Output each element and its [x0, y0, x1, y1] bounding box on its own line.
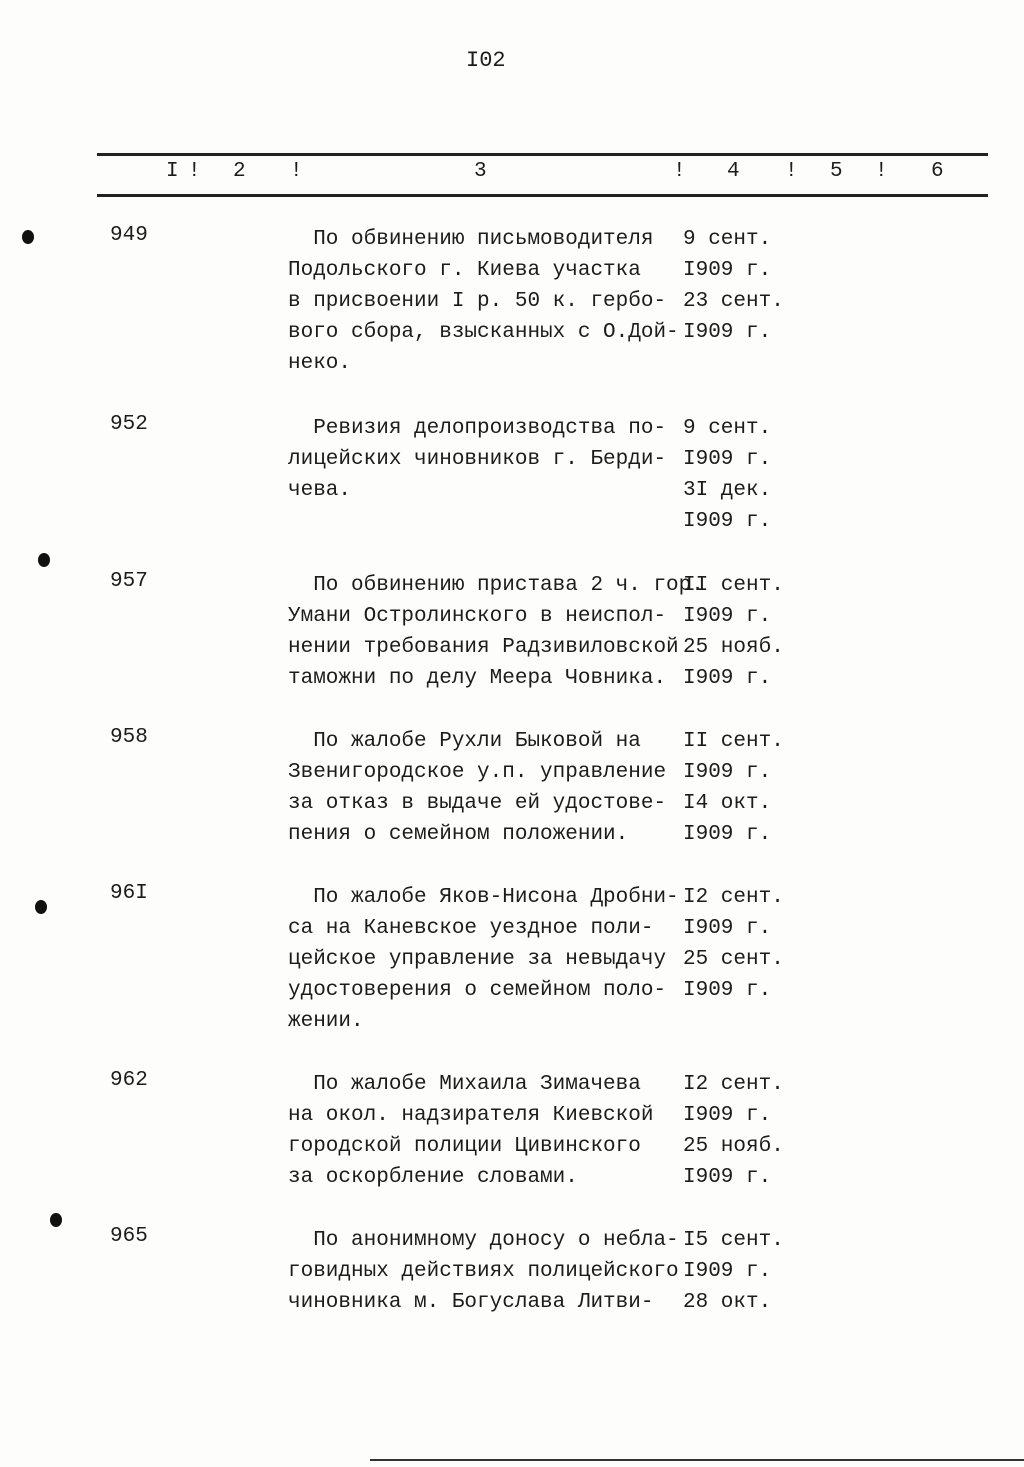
column-number: 6: [931, 160, 944, 183]
description-line: чева.: [288, 479, 352, 502]
date-line: 9 сент.: [683, 228, 772, 251]
description-line: лицейских чиновников г. Берди-: [288, 448, 667, 471]
date-line: 3I дек.: [683, 479, 772, 502]
case-dates: [683, 726, 784, 850]
case-dates: [683, 413, 771, 537]
case-number: 958: [110, 726, 148, 749]
description-line: По жалобе Яков-Нисона Дробни-: [288, 886, 679, 909]
case-number: 965: [110, 1225, 148, 1248]
column-separator: !: [673, 160, 686, 183]
header-bottom-rule: [97, 194, 988, 197]
column-separator: !: [785, 160, 798, 183]
punch-hole-mark: [38, 553, 50, 567]
description-line: за оскорбление словами.: [288, 1166, 578, 1189]
description-line: По обвинению письмоводителя: [288, 228, 654, 251]
case-dates: [683, 882, 784, 1006]
page-number: I02: [466, 48, 506, 73]
date-line: 25 нояб.: [683, 1135, 784, 1158]
date-line: I4 окт.: [683, 792, 772, 815]
description-line: Ревизия делопроизводства по-: [288, 417, 667, 440]
date-line: I909 г.: [683, 448, 772, 471]
date-line: I909 г.: [683, 1260, 772, 1283]
description-line: По жалобе Рухли Быковой на: [288, 730, 641, 753]
description-line: чиновника м. Богуслава Литви-: [288, 1291, 654, 1314]
description-line: неко.: [288, 352, 352, 375]
column-separator: !: [188, 160, 201, 183]
column-number: I: [166, 160, 179, 183]
description-line: вого сбора, взысканных с О.Дой-: [288, 321, 679, 344]
case-dates: [683, 570, 784, 694]
column-separator: !: [875, 160, 888, 183]
column-separator: !: [290, 160, 303, 183]
column-number: 5: [830, 160, 843, 183]
case-description: [288, 726, 666, 850]
case-description: [288, 224, 679, 379]
date-line: I5 сент.: [683, 1229, 784, 1252]
punch-hole-mark: [50, 1213, 62, 1227]
header-top-rule: [97, 153, 988, 156]
date-line: I909 г.: [683, 605, 772, 628]
description-line: за отказ в выдаче ей удостове-: [288, 792, 667, 815]
date-line: 25 нояб.: [683, 636, 784, 659]
case-description: [288, 1225, 679, 1318]
case-number: 962: [110, 1069, 148, 1092]
bottom-edge-line: [370, 1459, 1024, 1461]
date-line: I909 г.: [683, 761, 772, 784]
column-number: 3: [474, 160, 487, 183]
description-line: говидных действиях полицейского: [288, 1260, 679, 1283]
case-description: [288, 570, 704, 694]
date-line: 9 сент.: [683, 417, 772, 440]
description-line: По жалобе Михаила Зимачева: [288, 1073, 641, 1096]
date-line: I909 г.: [683, 1166, 772, 1189]
case-number: 949: [110, 224, 148, 247]
description-line: таможни по делу Меера Човника.: [288, 667, 667, 690]
case-dates: [683, 1225, 784, 1318]
case-number: 96I: [110, 882, 148, 905]
date-line: 25 сент.: [683, 948, 784, 971]
punch-hole-mark: [22, 230, 34, 244]
date-line: I909 г.: [683, 917, 772, 940]
date-line: I909 г.: [683, 979, 772, 1002]
description-line: в присвоении I р. 50 к. гербо-: [288, 290, 667, 313]
description-line: удостоверения о семейном поло-: [288, 979, 667, 1002]
column-number: 2: [233, 160, 246, 183]
description-line: цейское управление за невыдачу: [288, 948, 667, 971]
date-line: II сент.: [683, 730, 784, 753]
date-line: I909 г.: [683, 1104, 772, 1127]
date-line: I2 сент.: [683, 886, 784, 909]
date-line: I2 сент.: [683, 1073, 784, 1096]
case-description: [288, 1069, 653, 1193]
date-line: I909 г.: [683, 510, 772, 533]
date-line: 23 сент.: [683, 290, 784, 313]
date-line: I909 г.: [683, 823, 772, 846]
description-line: на окол. надзирателя Киевской: [288, 1104, 654, 1127]
description-line: По обвинению пристава 2 ч. гор.: [288, 574, 704, 597]
case-description: [288, 413, 666, 506]
case-dates: [683, 1069, 784, 1193]
description-line: пения о семейном положении.: [288, 823, 629, 846]
date-line: 28 окт.: [683, 1291, 772, 1314]
description-line: Подольского г. Киева участка: [288, 259, 641, 282]
description-line: нении требования Радзивиловской: [288, 636, 679, 659]
description-line: жении.: [288, 1010, 364, 1033]
date-line: II сент.: [683, 574, 784, 597]
date-line: I909 г.: [683, 667, 772, 690]
description-line: са на Каневское уездное поли-: [288, 917, 654, 940]
case-number: 952: [110, 413, 148, 436]
case-description: [288, 882, 679, 1037]
column-number: 4: [727, 160, 740, 183]
description-line: Умани Остролинского в неиспол-: [288, 605, 667, 628]
description-line: Звенигородское у.п. управление: [288, 761, 667, 784]
description-line: городской полиции Цивинского: [288, 1135, 641, 1158]
description-line: По анонимному доносу о небла-: [288, 1229, 679, 1252]
case-number: 957: [110, 570, 148, 593]
date-line: I909 г.: [683, 259, 772, 282]
case-dates: [683, 224, 784, 348]
date-line: I909 г.: [683, 321, 772, 344]
punch-hole-mark: [35, 900, 47, 914]
